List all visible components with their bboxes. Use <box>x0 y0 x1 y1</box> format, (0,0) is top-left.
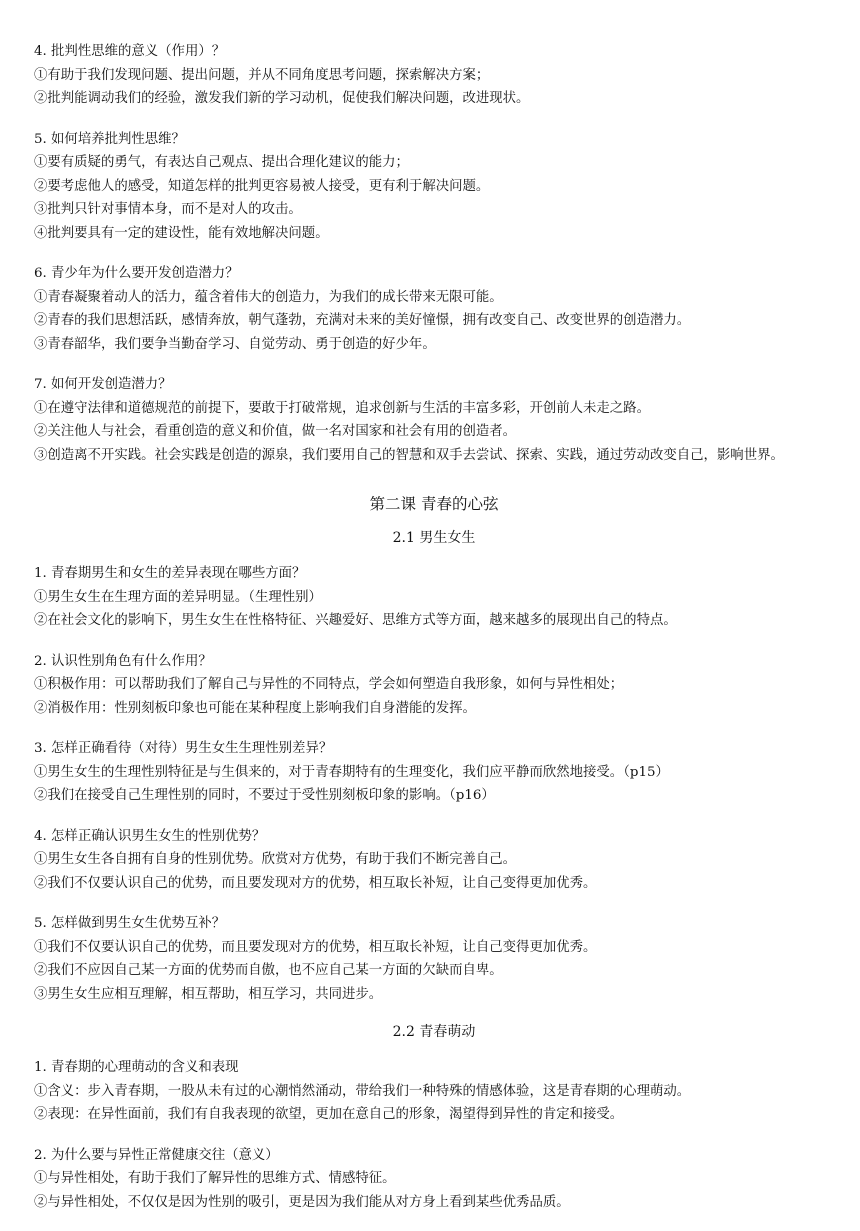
question-block <box>34 912 834 1006</box>
question-block <box>34 262 834 356</box>
answer-line: ②批判能调动我们的经验，激发我们新的学习动机，促使我们解决问题，改进现状。 <box>34 91 530 106</box>
answer-line: ②我们不仅要认识自己的优势，而且要发现对方的优势，相互取长补短，让自己变得更加优秀。 <box>34 875 597 891</box>
question-heading: 2. 认识性别角色有什么作用？ <box>34 653 212 669</box>
answer-line: ①有助于我们发现问题、提出问题，并从不同角度思考问题，探索解决方案； <box>34 67 490 83</box>
answer-line: ①要有质疑的勇气，有表达自己观点、提出合理化建议的能力； <box>34 155 409 170</box>
section2-title: 2.2 青春萌动 <box>392 1024 476 1040</box>
question-heading: 1. 青春期的心理萌动的含义和表现 <box>34 1060 239 1075</box>
question-block <box>34 40 834 111</box>
question-heading: 4. 批判性思维的意义（作用）？ <box>34 44 226 59</box>
question-heading: 5. 如何培养批判性思维？ <box>34 131 185 147</box>
section1-title: 2.1 男生女生 <box>392 530 476 546</box>
question-heading: 6. 青少年为什么要开发创造潜力？ <box>34 266 239 281</box>
question-block <box>34 650 834 721</box>
answer-line: ①在遵守法律和道德规范的前提下，要敢于打破常规，追求创新与生活的丰富多彩，开创前人未走之路。 <box>34 400 650 416</box>
answer-line: ②要考虑他人的感受，知道怎样的批判更容易被人接受，更有利于解决问题。 <box>34 178 490 194</box>
answer-line: ①男生女生在生理方面的差异明显。（生理性别） <box>34 589 322 605</box>
answer-line: ①积极作用：可以帮助我们了解自己与异性的不同特点，学会如何塑造自我形象，如何与异性相处； <box>34 677 624 692</box>
answer-line: ②在社会文化的影响下，男生女生在性格特征、兴趣爱好、思维方式等方面，越来越多的展现出自己的特点。 <box>34 613 677 628</box>
answer-line: ②我们不应因自己某一方面的优势而自傲，也不应自己某一方面的欠缺而自卑。 <box>34 963 503 978</box>
question-block <box>34 373 834 467</box>
question-block <box>34 737 834 808</box>
question-heading: 1. 青春期男生和女生的差异表现在哪些方面？ <box>34 566 306 581</box>
answer-line: ②与异性相处，不仅仅是因为性别的吸引，更是因为我们能从对方身上看到某些优秀品质。 <box>34 1194 570 1210</box>
answer-line: ①含义：步入青春期，一股从未有过的心潮悄然涌动，带给我们一种特殊的情感体验，这是青春期的心理萌动。 <box>34 1083 691 1099</box>
answer-line: ②消极作用：性别刻板印象也可能在某种程度上影响我们自身潜能的发挥。 <box>34 700 476 716</box>
lesson-title: 第二课 青春的心弦 <box>369 495 499 513</box>
question-block <box>34 1144 834 1215</box>
question-block <box>34 1056 834 1127</box>
question-heading: 4. 怎样正确认识男生女生的性别优势？ <box>34 828 266 844</box>
answer-line: ②表现：在异性面前，我们有自我表现的欲望，更加在意自己的形象，渴望得到异性的肯定和接受。 <box>34 1107 624 1122</box>
answer-line: ①我们不仅要认识自己的优势，而且要发现对方的优势，相互取长补短，让自己变得更加优秀。 <box>34 939 597 955</box>
answer-line: ①青春凝聚着动人的活力，蕴含着伟大的创造力，为我们的成长带来无限可能。 <box>34 289 503 305</box>
question-heading: 2. 为什么要与异性正常健康交往（意义） <box>34 1147 279 1163</box>
document-page <box>34 40 834 1231</box>
question-block <box>34 128 834 246</box>
answer-line: ③批判只针对事情本身，而不是对人的攻击。 <box>34 202 302 217</box>
answer-line: ②关注他人与社会，看重创造的意义和价值，做一名对国家和社会有用的创造者。 <box>34 424 517 439</box>
answer-line: ①与异性相处，有助于我们了解异性的思维方式、情感特征。 <box>34 1171 396 1186</box>
section2-block <box>34 1056 834 1214</box>
part1-block <box>34 40 834 467</box>
section1-block <box>34 562 834 1006</box>
answer-line: ③创造离不开实践。社会实践是创造的源泉，我们要用自己的智慧和双手去尝试、探索、实践，通过劳动改变自己，影响世界。 <box>34 447 784 463</box>
answer-line: ②青春的我们思想活跃，感情奔放，朝气蓬勃，充满对未来的美好憧憬，拥有改变自己、改变世界的创造潜力。 <box>34 313 691 328</box>
answer-line: ①男生女生的生理性别特征是与生俱来的，对于青春期特有的生理变化，我们应平静而欣然地接受。（p15） <box>34 764 669 780</box>
answer-line: ③青春韶华，我们要争当勤奋学习、自觉劳动、勇于创造的好少年。 <box>34 336 436 352</box>
answer-line: ①男生女生各自拥有自身的性别优势。欣赏对方优势，有助于我们不断完善自己。 <box>34 852 517 867</box>
question-block <box>34 562 834 633</box>
answer-line: ③男生女生应相互理解，相互帮助，相互学习，共同进步。 <box>34 986 383 1002</box>
question-block <box>34 825 834 896</box>
question-heading: 7. 如何开发创造潜力？ <box>34 377 172 392</box>
answer-line: ④批判要具有一定的建设性，能有效地解决问题。 <box>34 225 329 241</box>
question-heading: 5. 怎样做到男生女生优势互补？ <box>34 916 226 931</box>
question-heading: 3. 怎样正确看待（对待）男生女生生理性别差异？ <box>34 741 333 756</box>
answer-line: ②我们在接受自己生理性别的同时，不要过于受性别刻板印象的影响。（p16） <box>34 788 495 803</box>
